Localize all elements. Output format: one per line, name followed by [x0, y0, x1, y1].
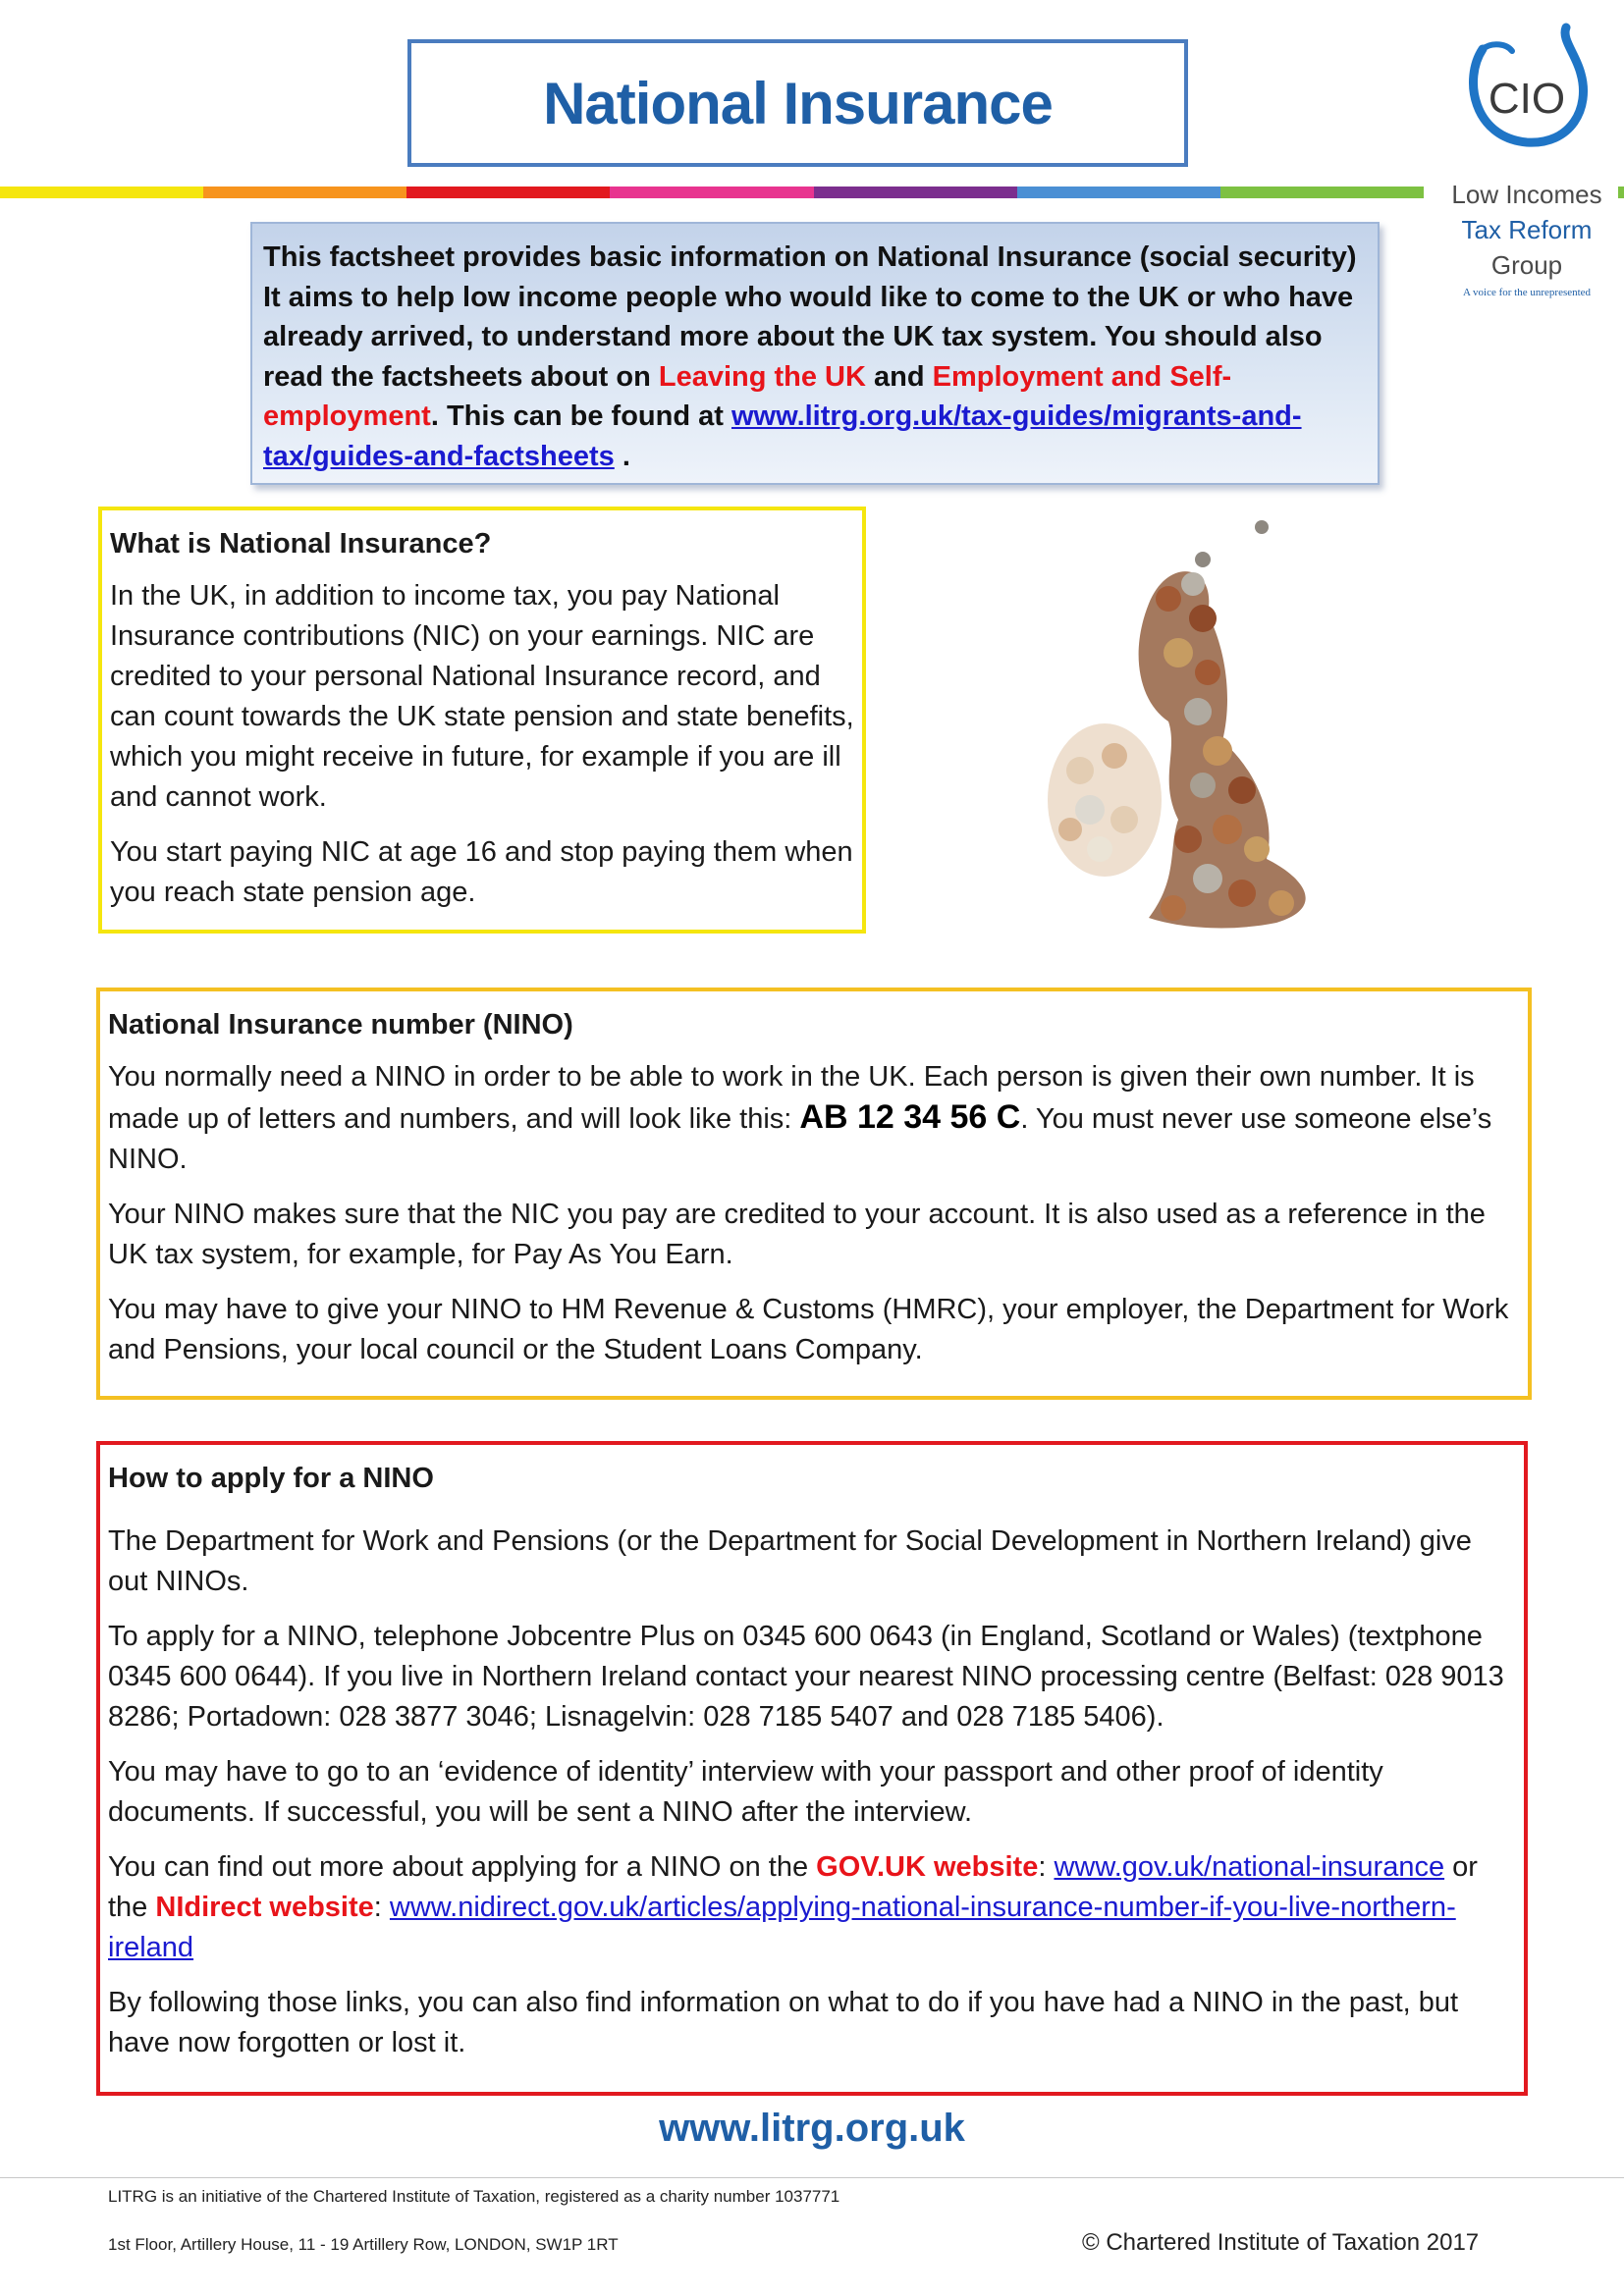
- logo-text: CIO: [1488, 75, 1566, 123]
- org-name: [1434, 177, 1620, 283]
- apply-paragraph-1: The Department for Work and Pensions (or the Department for Social Development in Northern Ireland) give out NINOs.: [108, 1525, 1472, 1597]
- intro-end: .: [614, 440, 630, 472]
- color-bar-orange: [203, 187, 406, 198]
- nino-paragraph-1-end: . You must never use someone else’s NINO.: [108, 1103, 1492, 1175]
- apply-nino-heading: How to apply for a NINO: [108, 1463, 434, 1494]
- cio-logo-icon: [1453, 20, 1600, 167]
- footer-address: 1st Floor, Artillery House, 11 - 19 Artillery Row, LONDON, SW1P 1RT: [108, 2235, 619, 2254]
- govuk-label: GOV.UK website: [816, 1851, 1039, 1883]
- org-name-line2: Tax Reform: [1461, 215, 1593, 244]
- employment-ref: Employment and Self-employment: [263, 360, 1232, 432]
- intro-box: [250, 222, 1380, 485]
- org-name-line1: Low Incomes: [1451, 180, 1602, 209]
- color-bar-blue: [1017, 187, 1220, 198]
- nino-paragraph-2: Your NINO makes sure that the NIC you pay are credited to your account. It is also used as a reference in the UK tax system, for example, for Pay As You Earn.: [108, 1199, 1486, 1270]
- apply-paragraph-4: [108, 1847, 1516, 1968]
- nino-paragraph-1: [108, 1057, 1520, 1180]
- footer-divider: [0, 2177, 1624, 2178]
- color-bar-purple: [814, 187, 1017, 198]
- nidirect-link[interactable]: www.nidirect.gov.uk/articles/applying-national-insurance-number-if-you-live-northern-ireland: [108, 1892, 1456, 1963]
- page-title: National Insurance: [543, 70, 1053, 136]
- title-box: [407, 39, 1188, 167]
- what-is-ni-paragraph-2: You start paying NIC at age 16 and stop paying them when you reach state pension age.: [110, 836, 853, 908]
- coin-map-ireland: [1048, 723, 1162, 877]
- org-tagline: A voice for the unrepresented: [1462, 287, 1592, 298]
- nidirect-label: NIdirect website: [155, 1892, 374, 1923]
- footer-copyright: © Chartered Institute of Taxation 2017: [1082, 2229, 1480, 2256]
- nino-heading: National Insurance number (NINO): [108, 1009, 573, 1041]
- apply-p4-start: You can find out more about applying for a NINO on the: [108, 1851, 817, 1883]
- org-name-line3: Group: [1490, 250, 1563, 280]
- what-is-ni-paragraph-1: In the UK, in addition to income tax, you pay National Insurance contributions (NIC) on your earnings. NIC are credited to your personal National Insurance record, and can count towards the UK state pension and state benefits, which you might receive in future, for example if you are ill and cannot work.: [110, 580, 854, 813]
- color-bar-yellow: [0, 187, 203, 198]
- apply-colon-1: :: [1038, 1851, 1055, 1883]
- factsheets-link[interactable]: www.litrg.org.uk/tax-guides/migrants-and-tax/guides-and-factsheets: [263, 400, 1302, 472]
- coin-map-great-britain: [1139, 520, 1306, 928]
- color-bar-pink: [610, 187, 813, 198]
- govuk-link[interactable]: www.gov.uk/national-insurance: [1054, 1851, 1445, 1883]
- color-bar-green: [1220, 187, 1424, 198]
- nino-paragraph-3: You may have to give your NINO to HM Revenue & Customs (HMRC), your employer, the Department for Work and Pensions, your local council or the Student Loans Company.: [108, 1294, 1509, 1365]
- nino-section: [96, 988, 1532, 1400]
- litrg-logo: [1434, 20, 1620, 314]
- footer-website[interactable]: www.litrg.org.uk: [659, 2107, 965, 2150]
- nino-example: AB 12 34 56 C: [799, 1098, 1021, 1136]
- apply-paragraph-2: To apply for a NINO, telephone Jobcentre Plus on 0345 600 0643 (in England, Scotland or Wales) (textphone 0345 600 0644). If you live in Northern Ireland contact your nearest NINO processing centre (Belfast: 028 9013 8286; Portadown: 028 3877 3046; Lisnagelvin: 028 7185 5407 and 028 7185 5406).: [108, 1621, 1504, 1733]
- nino-paragraph-1-start: You normally need a NINO in order to be able to work in the UK. Each person is given their own number. It is made up of letters and numbers, and will look like this:: [108, 1061, 1475, 1135]
- apply-paragraph-5: By following those links, you can also find information on what to do if you have had a NINO in the past, but have now forgotten or lost it.: [108, 1987, 1459, 2058]
- what-is-ni-section: [98, 507, 866, 934]
- apply-nino-section: [96, 1441, 1528, 2096]
- intro-text-2: . This can be found at: [430, 400, 731, 432]
- apply-or-the: or the: [108, 1851, 1478, 1923]
- color-bar-red: [406, 187, 610, 198]
- apply-paragraph-3: You may have to go to an ‘evidence of identity’ interview with your passport and other proof of identity documents. If successful, you will be sent a NINO after the interview.: [108, 1756, 1383, 1828]
- uk-coins-map-image: [1031, 506, 1355, 947]
- intro-text: This factsheet provides basic information on National Insurance (social security) It aims to help low income people who would like to come to the UK or who have already arrived, to understand more about the UK tax system. You should also read the factsheets about on: [263, 241, 1357, 393]
- what-is-ni-heading: What is National Insurance?: [110, 528, 492, 560]
- color-bar: [0, 187, 1424, 198]
- leaving-uk-ref: Leaving the UK: [658, 360, 866, 393]
- apply-colon-2: :: [373, 1892, 390, 1923]
- intro-and: and: [865, 360, 933, 393]
- footer-charity-text: LITRG is an initiative of the Chartered Institute of Taxation, registered as a charity number 1037771: [108, 2187, 840, 2206]
